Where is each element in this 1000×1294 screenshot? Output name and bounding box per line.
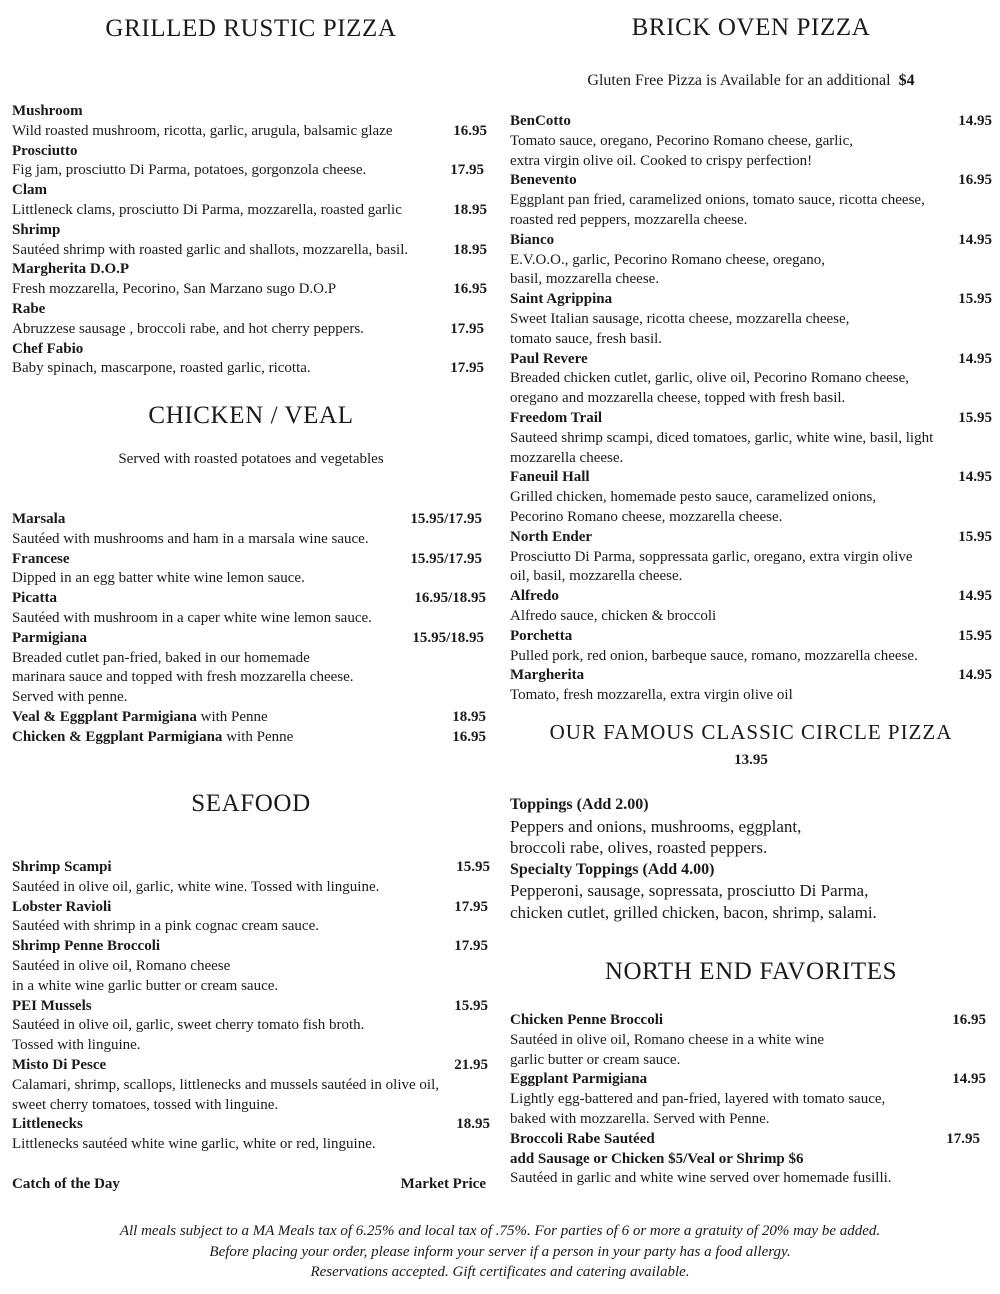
menu-item-price: 17.95 [454, 898, 488, 915]
menu-item-name: Bianco [510, 231, 555, 248]
footer-notes [0, 1221, 1000, 1283]
menu-item-description: Dipped in an egg batter white wine lemon sauce. [12, 570, 305, 587]
menu-item-description: Sautéed with mushroom in a caper white wine lemon sauce. [12, 609, 372, 626]
menu-item-description: extra virgin olive oil. Cooked to crispy perfection! [510, 152, 813, 169]
gluten-free-text: Gluten Free Pizza is Available for an additional [587, 72, 891, 89]
menu-item-name: Shrimp Penne Broccoli [12, 938, 161, 955]
menu-item-description: Fresh mozzarella, Pecorino, San Marzano sugo D.O.P [12, 281, 337, 298]
circle-price: 13.95 [734, 752, 768, 768]
chicken-section-title: CHICKEN / VEAL [148, 402, 354, 429]
brick-section-title: BRICK OVEN PIZZA [631, 14, 871, 41]
menu-item [12, 997, 490, 1056]
menu-item [510, 1130, 992, 1189]
menu-item-name: Saint Agrippina [510, 291, 613, 308]
seafood-section-title: SEAFOOD [191, 790, 311, 817]
menu-item [510, 666, 992, 706]
menu-item-price: 17.95 [450, 320, 484, 337]
menu-item-name: North Ender [510, 528, 593, 545]
menu-item-price: 14.95 [958, 113, 992, 129]
menu-item-price: 15.95 [454, 997, 488, 1014]
gluten-free-note [510, 72, 992, 90]
menu-item-price: 15.95 [958, 528, 992, 545]
menu-item-price: 17.95 [946, 1130, 980, 1147]
menu-item-price: 14.95 [958, 667, 992, 684]
menu-item-description: Sautéed shrimp with roasted garlic and shallots, mozzarella, basil. [12, 241, 409, 258]
menu-item-suffix: with Penne [222, 728, 294, 745]
toppings-label: Toppings (Add 2.00) [510, 796, 649, 813]
menu-item-description: Prosciutto Di Parma, soppressata garlic, oregano, extra virgin olive [510, 548, 913, 565]
menu-item-name: Misto Di Pesce [12, 1056, 107, 1073]
menu-item-price: 15.95/17.95 [410, 511, 482, 527]
menu-item-description: sweet cherry tomatoes, tossed with linguine. [12, 1096, 279, 1113]
menu-item-description: oregano and mozzarella cheese, topped with fresh basil. [510, 390, 846, 407]
menu-item [12, 300, 490, 340]
menu-item-description: Sautéed in garlic and white wine served over homemade fusilli. [510, 1170, 892, 1187]
menu-item-name: Margherita D.O.P [12, 261, 130, 278]
menu-item-name: Picatta [12, 590, 57, 607]
specialty-toppings-line: Pepperoni, sausage, sopressata, prosciutto Di Parma, [510, 881, 869, 900]
menu-item [510, 409, 992, 468]
menu-item-price: 15.95 [456, 859, 490, 875]
menu-item [12, 858, 490, 898]
menu-item-price: 15.95 [958, 291, 992, 308]
menu-item-price: 15.95/18.95 [412, 629, 484, 646]
menu-item-name: BenCotto [510, 113, 571, 129]
menu-item [12, 221, 490, 261]
menu-item [12, 589, 490, 629]
menu-item-name: Francese [12, 550, 70, 567]
menu-item-addon: add Sausage or Chicken $5/Veal or Shrimp $6 [510, 1150, 804, 1167]
menu-item-name: Prosciutto [12, 142, 78, 159]
menu-item-description: E.V.O.O., garlic, Pecorino Romano cheese, oregano, [510, 251, 826, 268]
menu-item-name: Lobster Ravioli [12, 898, 112, 915]
menu-item-name: Broccoli Rabe Sautéed [510, 1130, 655, 1147]
menu-item-price: Market Price [400, 1176, 486, 1192]
favorites-section-title: NORTH END FAVORITES [604, 958, 898, 985]
toppings-line: broccoli rabe, olives, roasted peppers. [510, 838, 768, 857]
menu-item-name: Mushroom [12, 103, 83, 119]
menu-item-price: 21.95 [454, 1056, 488, 1073]
footer-allergy-note: Before placing your order, please inform your server if a person in your party has a food allergy. [209, 1243, 791, 1260]
menu-item-name: Parmigiana [12, 629, 87, 646]
menu-item-description: Eggplant pan fried, caramelized onions, tomato sauce, ricotta cheese, [510, 192, 925, 209]
menu-item-name: Benevento [510, 172, 577, 189]
menu-item [12, 102, 490, 142]
menu-item [12, 708, 490, 728]
menu-item-description: marinara sauce and topped with fresh mozzarella cheese. [12, 669, 354, 686]
menu-item-name: Margherita [510, 667, 585, 684]
menu-item-description: Tomato, fresh mozzarella, extra virgin olive oil [510, 687, 793, 704]
menu-item-price: 15.95 [958, 627, 992, 644]
menu-item-name: Alfredo [510, 588, 559, 605]
menu-item [12, 728, 490, 748]
menu-item-price: 18.95 [453, 201, 487, 218]
menu-item-description: Tossed with linguine. [12, 1037, 141, 1054]
chicken-section-subtitle: Served with roasted potatoes and vegetables [118, 451, 384, 467]
menu-item-description: Pecorino Romano cheese, mozzarella cheese. [510, 508, 783, 525]
menu-item [12, 260, 490, 300]
menu-item-description: in a white wine garlic butter or cream sauce. [12, 977, 279, 994]
menu-item-name: Shrimp Scampi [12, 859, 112, 875]
menu-item-price: 16.95 [952, 1012, 986, 1028]
menu-item-description: roasted red peppers, mozzarella cheese. [510, 211, 748, 228]
menu-item-price: 16.95 [958, 172, 992, 189]
menu-item-price: 16.95 [453, 281, 487, 298]
circle-section-title: OUR FAMOUS CLASSIC CIRCLE PIZZA [549, 720, 953, 744]
menu-item-description: Sautéed in olive oil, garlic, sweet cherry tomato fish broth. [12, 1017, 365, 1034]
menu-item-description: Sauteed shrimp scampi, diced tomatoes, garlic, white wine, basil, light [510, 429, 934, 446]
menu-item-description: baked with mozzarella. Served with Penne. [510, 1110, 770, 1127]
menu-item-suffix: with Penne [196, 708, 268, 725]
menu-item-description: basil, mozzarella cheese. [510, 271, 660, 288]
menu-item-price: 16.95 [452, 728, 486, 745]
menu-item [12, 898, 490, 938]
menu-item-description: tomato sauce, fresh basil. [510, 330, 663, 347]
menu-item [510, 231, 992, 290]
menu-item-name: Rabe [12, 300, 46, 317]
menu-item [510, 171, 992, 230]
menu-item-price: 16.95/18.95 [414, 590, 486, 607]
menu-item [510, 528, 992, 587]
menu-item [12, 550, 490, 590]
menu-item-name: Faneuil Hall [510, 469, 590, 486]
menu-item [12, 142, 490, 182]
menu-item-description: Calamari, shrimp, scallops, littlenecks and mussels sautéed in olive oil, [12, 1076, 440, 1093]
menu-item-name: Porchetta [510, 627, 573, 644]
menu-item-name: Veal & Eggplant Parmigiana [12, 708, 197, 725]
menu-item-name: Shrimp [12, 221, 61, 238]
specialty-toppings-label: Specialty Toppings (Add 4.00) [510, 860, 715, 878]
menu-item-description: mozzarella cheese. [510, 449, 624, 466]
menu-item [12, 510, 490, 550]
menu-item [12, 340, 490, 380]
brick-menu-list [510, 112, 992, 706]
chicken-menu-list [12, 510, 490, 748]
menu-item [510, 112, 992, 171]
menu-item-description: Sautéed with shrimp in a pink cognac cream sauce. [12, 918, 319, 935]
gluten-free-price: $4 [898, 72, 915, 89]
menu-item-description: Littleneck clams, prosciutto Di Parma, mozzarella, roasted garlic [12, 201, 402, 218]
specialty-toppings-line: chicken cutlet, grilled chicken, bacon, shrimp, salami. [510, 902, 877, 922]
menu-item-price: 18.95 [453, 241, 487, 258]
menu-item-price: 17.95 [454, 938, 488, 955]
toppings-line: Peppers and onions, mushrooms, eggplant, [510, 816, 802, 836]
menu-item-name: Littlenecks [12, 1116, 83, 1133]
menu-item-price: 17.95 [450, 162, 484, 179]
menu-item-name: PEI Mussels [12, 997, 92, 1014]
menu-item-name: Chef Fabio [12, 340, 84, 357]
menu-item-price: 14.95 [952, 1071, 986, 1088]
menu-item-description: Abruzzese sausage , broccoli rabe, and hot cherry peppers. [12, 320, 364, 337]
menu-item [12, 1056, 490, 1115]
footer-tax-note: All meals subject to a MA Meals tax of 6.25% and local tax of .75%. For parties of 6 or more a gratuity of 20% may be added. [119, 1223, 881, 1239]
menu-item-price: 16.95 [453, 122, 487, 139]
menu-item [12, 181, 490, 221]
favorites-menu-list [510, 1011, 992, 1189]
menu-item-description: Grilled chicken, homemade pesto sauce, caramelized onions, [510, 489, 877, 506]
menu-item-description: oil, basil, mozzarella cheese. [510, 568, 683, 585]
circle-toppings [510, 794, 992, 923]
menu-item-price: 14.95 [958, 231, 992, 248]
seafood-menu-list [12, 858, 490, 1155]
menu-item-description: Sautéed with mushrooms and ham in a marsala wine sauce. [12, 530, 369, 547]
menu-item-description: Lightly egg-battered and pan-fried, layered with tomato sauce, [510, 1091, 886, 1108]
menu-item-price: 14.95 [958, 588, 992, 605]
menu-item-price: 15.95 [958, 409, 992, 426]
menu-item-description: Pulled pork, red onion, barbeque sauce, romano, mozzarella cheese. [510, 647, 918, 664]
menu-item-name: Freedom Trail [510, 409, 603, 426]
menu-item-name: Clam [12, 182, 47, 199]
menu-item [12, 937, 490, 996]
menu-item-description: Sautéed in olive oil, Romano cheese [12, 957, 231, 974]
menu-item-description: Sautéed in olive oil, garlic, white wine. Tossed with linguine. [12, 878, 380, 895]
menu-item-description: Fig jam, prosciutto Di Parma, potatoes, gorgonzola cheese. [12, 162, 367, 179]
menu-item-name: Catch of the Day [12, 1176, 120, 1192]
menu-item-description: Breaded chicken cutlet, garlic, olive oil, Pecorino Romano cheese, [510, 370, 910, 387]
menu-item-name: Eggplant Parmigiana [510, 1071, 648, 1088]
grilled-menu-list [12, 102, 490, 379]
menu-item-price: 14.95 [958, 350, 992, 367]
menu-item-price: 14.95 [958, 469, 992, 486]
menu-item-description: Served with penne. [12, 689, 128, 706]
menu-item-price: 17.95 [450, 360, 484, 377]
menu-item [510, 350, 992, 409]
menu-item [510, 587, 992, 627]
menu-item [510, 1070, 992, 1129]
menu-item [510, 468, 992, 527]
menu-item-name: Paul Revere [510, 350, 588, 367]
menu-item [12, 1115, 490, 1155]
grilled-section-title: GRILLED RUSTIC PIZZA [105, 15, 397, 42]
menu-item-description: Sweet Italian sausage, ricotta cheese, mozzarella cheese, [510, 310, 850, 327]
menu-item-price: 18.95 [456, 1116, 490, 1133]
menu-item-name: Chicken Penne Broccoli [510, 1012, 664, 1028]
menu-item [510, 290, 992, 349]
menu-item-description: Sautéed in olive oil, Romano cheese in a white wine [510, 1031, 825, 1048]
menu-item-description: Baby spinach, mascarpone, roasted garlic, ricotta. [12, 360, 311, 377]
footer-reservations-note: Reservations accepted. Gift certificates and catering available. [310, 1264, 690, 1280]
menu-item-description: Wild roasted mushroom, ricotta, garlic, arugula, balsamic glaze [12, 122, 393, 139]
menu-item-price: 15.95/17.95 [410, 550, 482, 567]
menu-item-description: garlic butter or cream sauce. [510, 1051, 681, 1068]
menu-item [510, 627, 992, 667]
menu-item-description: Littlenecks sautéed white wine garlic, white or red, linguine. [12, 1136, 376, 1153]
menu-item-name: Chicken & Eggplant Parmigiana [12, 728, 223, 745]
menu-item [510, 1011, 992, 1070]
menu-item-name: Marsala [12, 511, 66, 527]
menu-item-description: Tomato sauce, oregano, Pecorino Romano cheese, garlic, [510, 132, 853, 149]
menu-item-description: Alfredo sauce, chicken & broccoli [510, 607, 717, 624]
menu-item [12, 629, 490, 708]
menu-item-description: Breaded cutlet pan-fried, baked in our homemade [12, 649, 310, 666]
menu-item-price: 18.95 [452, 708, 486, 725]
catch-of-the-day [12, 1175, 490, 1195]
